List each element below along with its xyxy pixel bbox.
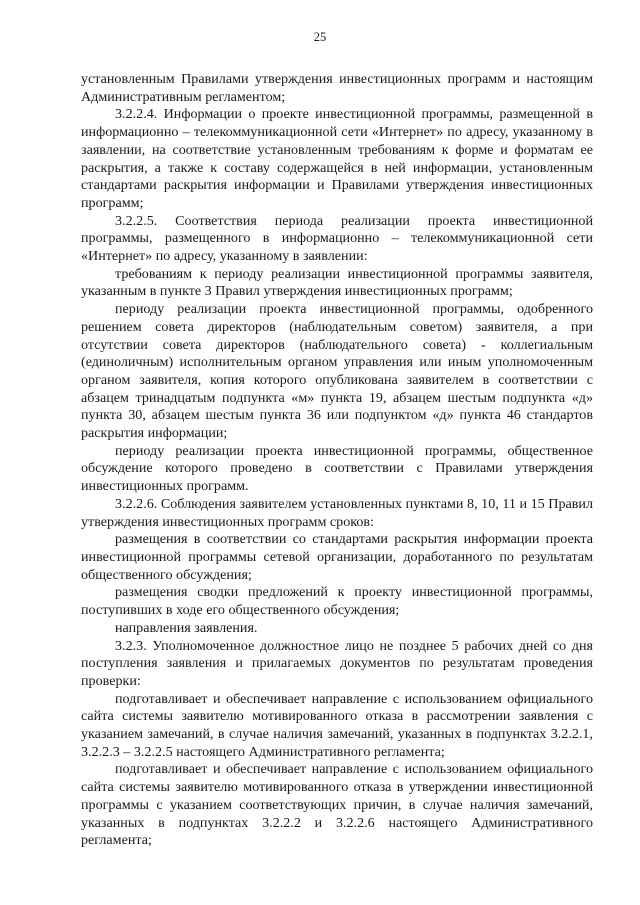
- paragraph-3-2-3: 3.2.3. Уполномоченное должностное лицо не позднее 5 рабочих дней со дня поступления заявления и прилагаемых документов по результатам проведения проверки:: [81, 637, 593, 689]
- paragraph-public-discussion-period: периоду реализации проекта инвестиционной программы, общественное обсуждение которого проведено в соответствии с Правилами утверждения инвестиционных программ.: [81, 442, 593, 495]
- paragraph-3-2-2-5: 3.2.2.5. Соответствия периода реализации проекта инвестиционной программы, размещенного в информационно – телекоммуникационной сети «Интернет» по адресу, указанному в заявлении:: [81, 212, 593, 265]
- paragraph-refusal-approval: подготавливает и обеспечивает направление с использованием официального сайта системы заявителю мотивированного отказа в утверждении инвестиционной программы с указанием соответствующих причин, в случае наличия замечаний, указанных в подпунктах 3.2.2.2 и 3.2.2.6 настоящего Административного регламента;: [81, 761, 593, 849]
- page-number: 25: [313, 30, 327, 44]
- paragraph-placement-project: размещения в соответствии со стандартами раскрытия информации проекта инвестиционной программы сетевой организации, доработанного по результатам общественного обсуждения;: [81, 531, 593, 583]
- paragraph-3-2-2-4: 3.2.2.4. Информации о проекте инвестиционной программы, размещенной в информационно – телекоммуникационной сети «Интернет» по адресу, указанному в заявлении, на соответствие установленным требованиям к форме и форматам ее раскрытия, а также к составу содержащейся в ней информации, установленным стандартами раскрытия информации и Правилами утверждения инвестиционных программ;: [81, 106, 593, 211]
- paragraph-3-2-2-6: 3.2.2.6. Соблюдения заявителем установленных пунктами 8, 10, 11 и 15 Правил утверждения инвестиционных программ сроков:: [81, 495, 593, 530]
- paragraph-placement-summary: размещения сводки предложений к проекту инвестиционной программы, поступивших в ходе его общественного обсуждения;: [81, 584, 593, 619]
- paragraph-application-sending: направления заявления.: [115, 619, 258, 636]
- document-body: [81, 71, 593, 850]
- paragraph-continuation: установленным Правилами утверждения инвестиционных программ и настоящим Административным регламентом;: [81, 71, 593, 105]
- paragraph-board-approved-period: периоду реализации проекта инвестиционной программы, одобренного решением совета директоров (наблюдательным советом) заявителя, а при отсутствии совета директоров (наблюдательного совета) - коллегиальным (единоличным) исполнительным органом управления или иным уполномоченным органом заявителя, копия которого опубликована заявителем в соответствии с абзацем тринадцатым подпункта «м» пункта 19, абзацем шестым подпункта «д» пункта 30, абзацем шестым пункта 36 или подпунктом «д» пункта 46 стандартов раскрытия информации;: [81, 301, 593, 442]
- paragraph-refusal-consideration: подготавливает и обеспечивает направление с использованием официального сайта системы заявителю мотивированного отказа в рассмотрении заявления с указанием замечаний, в случае наличия замечаний, указанных в подпунктах 3.2.2.1, 3.2.2.3 – 3.2.2.5 настоящего Административного регламента;: [81, 690, 593, 760]
- paragraph-requirement-period: требованиям к периоду реализации инвестиционной программы заявителя, указанным в пункте 3 Правил утверждения инвестиционных программ;: [81, 265, 593, 300]
